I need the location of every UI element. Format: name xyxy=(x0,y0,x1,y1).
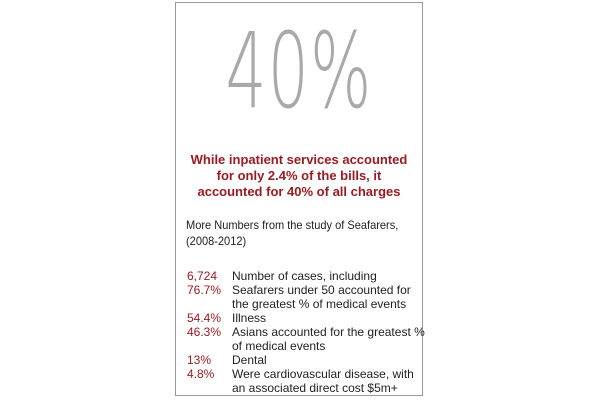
headline xyxy=(176,152,422,200)
stat-value: 4.8% xyxy=(187,367,215,381)
stat-row xyxy=(187,283,419,311)
subhead-line: More Numbers from the study of Seafarers, xyxy=(186,218,399,232)
stat-value: 13% xyxy=(187,353,212,367)
stat-description xyxy=(232,367,419,395)
stat-row xyxy=(187,353,419,367)
stat-description-line: the greatest % of medical events xyxy=(232,297,407,311)
headline-line: While inpatient services accounted xyxy=(190,152,408,167)
infographic-panel xyxy=(175,2,423,396)
subhead-line: (2008-2012) xyxy=(186,234,247,248)
headline-line: accounted for 40% of all charges xyxy=(197,184,401,199)
stat-value: 46.3% xyxy=(187,325,222,339)
stat-description-line: Dental xyxy=(232,353,267,367)
stat-description xyxy=(232,353,419,367)
stat-description xyxy=(232,311,419,325)
stat-row xyxy=(187,269,419,283)
stat-description-line: an associated direct cost $5m+ xyxy=(232,381,398,395)
stat-value: 6,724 xyxy=(187,269,218,283)
headline-line: for only 2.4% of the bills, it xyxy=(216,168,382,183)
stat-description xyxy=(232,283,419,311)
stats-list xyxy=(187,269,425,395)
stat-description-line: Were cardiovascular disease, with xyxy=(232,367,414,381)
stat-value: 76.7% xyxy=(187,283,222,297)
subhead xyxy=(186,217,398,249)
big-stat: 40% xyxy=(225,10,373,132)
stat-row xyxy=(187,325,425,353)
stat-value: 54.4% xyxy=(187,311,222,325)
stat-row xyxy=(187,367,419,395)
stat-description-line: Illness xyxy=(232,311,267,325)
stat-description xyxy=(232,325,425,353)
stat-description-line: Number of cases, including xyxy=(232,269,377,283)
stat-description xyxy=(232,269,419,283)
stat-description-line: of medical events xyxy=(232,339,326,353)
stat-description-line: Asians accounted for the greatest % xyxy=(232,325,425,339)
stat-description-line: Seafarers under 50 accounted for xyxy=(232,283,411,297)
stat-row xyxy=(187,311,419,325)
